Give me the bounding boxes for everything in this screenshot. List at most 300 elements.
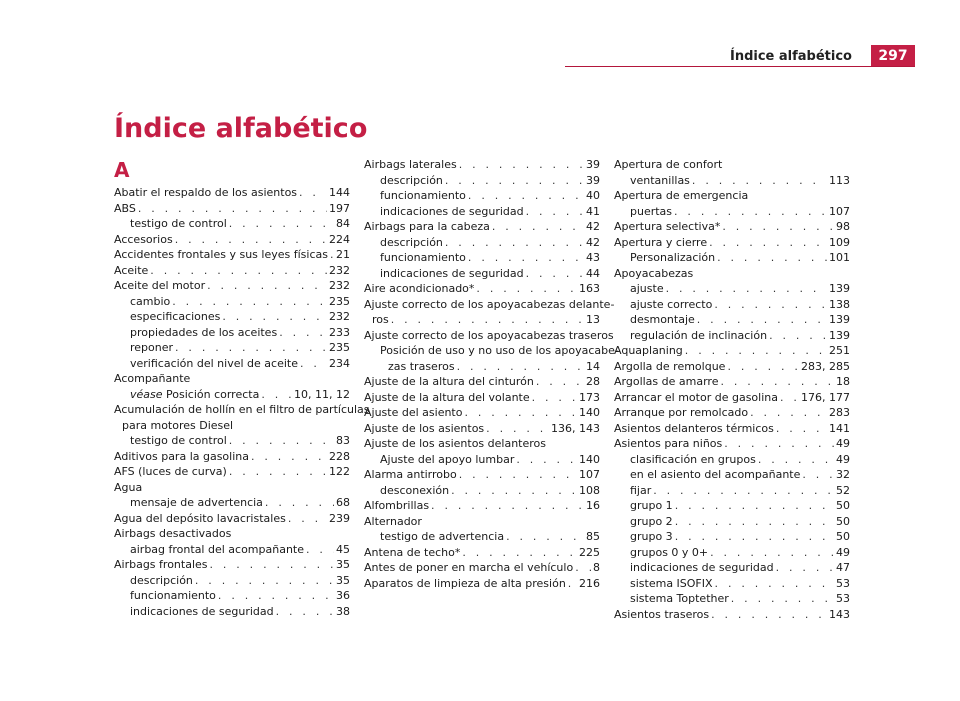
- entry-term: fijar: [630, 483, 652, 497]
- index-entry: [114, 512, 350, 526]
- leader-dots: [172, 295, 327, 309]
- page-reference: 173: [579, 390, 600, 404]
- entry-term: Argolla de remolque: [614, 359, 726, 373]
- page-reference: 197: [329, 201, 350, 215]
- page-reference: 49: [836, 452, 850, 466]
- index-entry: [614, 437, 850, 451]
- entry-term: grupos 0 y 0+: [630, 545, 709, 559]
- index-entry: [114, 450, 350, 464]
- leader-dots: [299, 186, 327, 200]
- leader-dots: [195, 574, 334, 588]
- leader-dots: [492, 220, 584, 234]
- index-entry: [630, 251, 850, 265]
- index-entry: [130, 217, 350, 231]
- entry-term: grupo 3: [630, 530, 673, 543]
- leader-dots: [391, 313, 584, 327]
- index-entry: [114, 465, 350, 479]
- entry-term: especificaciones: [130, 310, 221, 323]
- index-entry: [630, 484, 850, 498]
- leader-dots: [279, 326, 327, 340]
- page-reference: 35: [336, 558, 350, 571]
- entry-term: Acumulación de hollín en el filtro de partículas: [114, 403, 370, 416]
- entry-term: desconexión: [380, 483, 450, 497]
- entry-term: indicaciones de seguridad: [130, 604, 274, 618]
- entry-term: ros: [372, 313, 389, 326]
- entry-term: para motores Diesel: [122, 418, 234, 432]
- entry-term: Accesorios: [114, 232, 173, 246]
- entry-term: Agua del depósito lavacristales: [114, 511, 286, 525]
- entry-term: mensaje de advertencia: [130, 496, 263, 509]
- entry-term: Ajuste correcto de los apoyacabezas delante-: [364, 297, 615, 311]
- page-reference: 53: [836, 576, 850, 590]
- leader-dots: [714, 298, 827, 312]
- page-reference: 239: [329, 511, 350, 525]
- entry-term: Asientos para niños: [614, 437, 723, 450]
- index-entry: [630, 546, 850, 560]
- leader-dots: [731, 592, 834, 606]
- leader-dots: [459, 158, 584, 172]
- page-reference: 18: [836, 375, 850, 388]
- index-entry: [630, 453, 850, 467]
- leader-dots: [758, 453, 834, 467]
- page-reference: 283: [829, 406, 850, 419]
- index-entry: [630, 298, 850, 312]
- entry-term: véase Posición correcta: [130, 387, 260, 401]
- entry-term: Ajuste del apoyo lumbar: [380, 452, 515, 466]
- page-reference: 176, 177: [801, 390, 850, 404]
- index-entry: [630, 174, 850, 188]
- page-reference: 139: [829, 282, 850, 295]
- header-rule: [565, 66, 915, 67]
- entry-term: Argollas de amarre: [614, 375, 719, 388]
- index-entry: [614, 375, 850, 389]
- index-entry: [380, 189, 600, 203]
- page-reference: 39: [586, 173, 600, 187]
- running-title: Índice alfabético: [730, 49, 852, 64]
- leader-dots: [674, 205, 827, 219]
- page-reference: 101: [829, 251, 850, 264]
- entry-term: Apertura de emergencia: [614, 189, 749, 202]
- index-entry: [630, 468, 850, 482]
- leader-dots: [653, 484, 834, 498]
- index-entry: [114, 264, 350, 278]
- page-number: 297: [871, 45, 915, 67]
- leader-dots: [516, 453, 577, 467]
- leader-dots: [486, 422, 549, 436]
- page-reference: 144: [329, 186, 350, 199]
- leader-dots: [526, 267, 584, 281]
- entry-term: Alarma antirrobo: [364, 468, 457, 481]
- index-entry: [630, 515, 850, 529]
- page-reference: 225: [579, 545, 600, 559]
- page-reference: 283, 285: [801, 359, 850, 373]
- page-reference: 235: [329, 294, 350, 308]
- index-entry: [630, 329, 850, 343]
- index-entry: [130, 341, 350, 355]
- entry-term: descripción: [380, 173, 443, 187]
- entry-term: indicaciones de seguridad: [380, 204, 524, 218]
- leader-dots: [750, 406, 827, 420]
- index-entry: [130, 589, 350, 603]
- index-entry: [122, 419, 350, 433]
- page-reference: 53: [836, 592, 850, 605]
- entry-term: Acompañante: [114, 372, 191, 385]
- page-title: Índice alfabético: [114, 113, 368, 144]
- leader-dots: [685, 344, 827, 358]
- page-reference: 233: [329, 325, 350, 339]
- entry-term: Abatir el respaldo de los asientos: [114, 186, 298, 199]
- entry-term: Airbags laterales: [364, 158, 457, 171]
- entry-term: Apertura y cierre: [614, 235, 708, 249]
- page-reference: 45: [336, 542, 350, 556]
- leader-dots: [462, 546, 577, 560]
- entry-term: indicaciones de seguridad: [630, 561, 774, 574]
- index-entry: [614, 608, 850, 622]
- page-reference: 140: [579, 452, 600, 466]
- index-entry: [114, 403, 370, 417]
- index-entry: [364, 158, 600, 172]
- page-reference: 43: [586, 251, 600, 264]
- entry-term: Personalización: [630, 251, 716, 264]
- index-entry: [130, 574, 350, 588]
- leader-dots: [666, 282, 827, 296]
- entry-term: airbag frontal del acompañante: [130, 542, 305, 556]
- leader-dots: [457, 360, 584, 374]
- index-entry: [614, 360, 850, 374]
- page-reference: 139: [829, 313, 850, 326]
- index-entry: [364, 220, 600, 234]
- index-entry: [630, 530, 850, 544]
- index-entry: [130, 326, 350, 340]
- entry-term: Antes de poner en marcha el vehículo: [364, 561, 574, 574]
- page-reference: 32: [836, 468, 850, 481]
- index-entry: [380, 530, 600, 544]
- entry-term: Alfombrillas: [364, 499, 430, 512]
- entry-term: Asientos delanteros térmicos: [614, 421, 774, 435]
- see-reference: véase: [130, 387, 167, 401]
- entry-term: cambio: [130, 294, 171, 308]
- leader-dots: [468, 251, 584, 265]
- entry-term: zas traseros: [388, 359, 455, 373]
- page-reference: 107: [579, 468, 600, 481]
- entry-term: ajuste: [630, 282, 664, 295]
- page-reference: 136, 143: [551, 421, 600, 435]
- index-entry: [130, 434, 350, 448]
- index-entry: [130, 543, 350, 557]
- index-entry: [130, 388, 350, 402]
- entry-term: indicaciones de seguridad: [380, 266, 524, 280]
- entry-term: Aceite del motor: [114, 279, 206, 292]
- leader-dots: [445, 174, 584, 188]
- index-entry: [114, 527, 350, 541]
- leader-dots: [300, 357, 327, 371]
- leader-dots: [229, 434, 334, 448]
- page-reference: 44: [586, 266, 600, 280]
- entry-term: funcionamiento: [380, 189, 466, 202]
- index-entry: [388, 360, 600, 374]
- page-reference: 21: [336, 248, 350, 261]
- leader-dots: [769, 329, 827, 343]
- page-reference: 8: [593, 561, 600, 574]
- entry-term: sistema Toptether: [630, 592, 729, 605]
- leader-dots: [720, 375, 834, 389]
- index-entry: [114, 248, 350, 262]
- leader-dots: [265, 496, 334, 510]
- leader-dots: [288, 512, 327, 526]
- index-entry: [114, 233, 350, 247]
- page-reference: 143: [829, 607, 850, 621]
- index-entry: [364, 468, 600, 482]
- page-reference: 41: [586, 204, 600, 218]
- leader-dots: [776, 422, 827, 436]
- leader-dots: [675, 515, 834, 529]
- index-entry: [114, 279, 350, 293]
- leader-dots: [229, 217, 334, 231]
- page-reference: 68: [336, 496, 350, 509]
- page-reference: 98: [836, 220, 850, 233]
- page-reference: 42: [586, 235, 600, 249]
- index-entry: [364, 561, 600, 575]
- page-reference: 113: [829, 173, 850, 187]
- page-reference: 50: [836, 514, 850, 528]
- index-entry: [364, 406, 600, 420]
- index-entry: [614, 344, 850, 358]
- index-entry: [630, 282, 850, 296]
- entry-term: Antena de techo*: [364, 545, 461, 559]
- index-entry: [380, 236, 600, 250]
- leader-dots: [532, 391, 577, 405]
- index-entry: [130, 496, 350, 510]
- leader-dots: [717, 251, 827, 265]
- entry-term: clasificación en grupos: [630, 452, 756, 466]
- entry-term: Apertura de confort: [614, 158, 723, 171]
- page-reference: 232: [329, 263, 350, 277]
- leader-dots: [175, 341, 327, 355]
- entry-term: Posición de uso y no uso de los apoyacabe-: [380, 344, 619, 357]
- leader-dots: [568, 577, 577, 591]
- entry-term: Arrancar el motor de gasolina: [614, 390, 778, 404]
- leader-dots: [306, 543, 334, 557]
- page-reference: 14: [586, 359, 600, 373]
- entry-term: Ajuste correcto de los apoyacabezas traseros: [364, 328, 614, 342]
- leader-dots: [210, 558, 335, 572]
- leader-dots: [692, 174, 827, 188]
- page-reference: 107: [829, 204, 850, 218]
- index-entry: [630, 313, 850, 327]
- page-reference: 232: [329, 279, 350, 292]
- page-reference: 47: [836, 561, 850, 574]
- page-reference: 36: [336, 589, 350, 602]
- entry-term: Ajuste de los asientos delanteros: [364, 437, 546, 450]
- entry-term: puertas: [630, 204, 673, 218]
- leader-dots: [464, 406, 577, 420]
- leader-dots: [575, 561, 591, 575]
- index-entry: [614, 391, 850, 405]
- page-reference: 122: [329, 465, 350, 478]
- entry-term: Ajuste de la altura del volante: [364, 390, 530, 404]
- leader-dots: [207, 279, 327, 293]
- leader-dots: [261, 388, 292, 402]
- page-reference: 40: [586, 189, 600, 202]
- page-reference: 141: [829, 421, 850, 435]
- leader-dots: [218, 589, 334, 603]
- index-entry: [630, 205, 850, 219]
- entry-term: Alternador: [364, 514, 422, 528]
- entry-term: testigo de control: [130, 434, 227, 447]
- index-entry: [364, 282, 600, 296]
- page-reference: 42: [586, 220, 600, 233]
- page-reference: 108: [579, 483, 600, 497]
- page-reference: 251: [829, 344, 850, 357]
- page-reference: 224: [329, 232, 350, 246]
- index-entry: [364, 437, 600, 451]
- leader-dots: [175, 233, 327, 247]
- index-entry: [114, 372, 350, 386]
- index-entry: [130, 310, 350, 324]
- leader-dots: [526, 205, 584, 219]
- leader-dots: [506, 530, 584, 544]
- entry-term: Airbags desactivados: [114, 527, 232, 540]
- entry-term: Arranque por remolcado: [614, 406, 749, 419]
- page-reference: 49: [836, 437, 850, 450]
- page-reference: 216: [579, 576, 600, 590]
- index-entry: [364, 515, 600, 529]
- index-entry: [614, 422, 850, 436]
- index-entry: [114, 186, 350, 200]
- page-reference: 35: [336, 573, 350, 587]
- page-reference: 38: [336, 604, 350, 618]
- page-reference: 228: [329, 449, 350, 463]
- index-entry: [614, 406, 850, 420]
- page-reference: 163: [579, 282, 600, 295]
- page-reference: 232: [329, 310, 350, 323]
- index-entry: [364, 499, 600, 513]
- index-entry: [380, 484, 600, 498]
- leader-dots: [536, 375, 584, 389]
- page-reference: 85: [586, 530, 600, 543]
- leader-dots: [709, 236, 827, 250]
- leader-dots: [445, 236, 584, 250]
- leader-dots: [715, 577, 834, 591]
- leader-dots: [727, 360, 799, 374]
- index-entry: [364, 422, 600, 436]
- index-entry: [364, 297, 615, 312]
- entry-term: Airbags frontales: [114, 558, 208, 571]
- entry-term: grupo 2: [630, 514, 673, 528]
- leader-dots: [724, 437, 834, 451]
- entry-term: Aceite: [114, 263, 149, 277]
- page-reference: 13: [586, 313, 600, 326]
- entry-term: en el asiento del acompañante: [630, 468, 801, 481]
- index-entry: [114, 558, 350, 572]
- index-entry: [380, 344, 619, 358]
- entry-term: Aire acondicionado*: [364, 282, 475, 295]
- page-reference: 138: [829, 297, 850, 311]
- index-entry: [130, 295, 350, 309]
- leader-dots: [780, 391, 799, 405]
- leader-dots: [222, 310, 327, 324]
- leader-dots: [468, 189, 584, 203]
- leader-dots: [150, 264, 327, 278]
- index-entry: [614, 220, 850, 234]
- index-entry: [614, 236, 850, 250]
- entry-term: funcionamiento: [380, 251, 466, 264]
- index-entry: [364, 328, 614, 343]
- entry-term: Airbags para la cabeza: [364, 220, 490, 233]
- entry-term: Agua: [114, 480, 143, 494]
- page-reference: 28: [586, 375, 600, 388]
- page-reference: 235: [329, 341, 350, 354]
- index-entry: [130, 357, 350, 371]
- index-entry: [380, 205, 600, 219]
- leader-dots: [675, 499, 834, 513]
- leader-dots: [229, 465, 327, 479]
- index-entry: [364, 546, 600, 560]
- leader-dots: [711, 608, 827, 622]
- leader-dots: [675, 530, 834, 544]
- index-entry: [614, 189, 850, 203]
- leader-dots: [476, 282, 577, 296]
- leader-dots: [330, 248, 334, 262]
- entry-term: Apertura selectiva*: [614, 220, 721, 233]
- leader-dots: [451, 484, 577, 498]
- index-entry: [380, 251, 600, 265]
- leader-dots: [138, 202, 327, 216]
- leader-dots: [251, 450, 327, 464]
- entry-term: AFS (luces de curva): [114, 465, 227, 478]
- index-entry: [380, 453, 600, 467]
- section-letter: A: [114, 158, 130, 182]
- page-reference: 139: [829, 328, 850, 342]
- entry-term: propiedades de los aceites: [130, 325, 278, 339]
- leader-dots: [697, 313, 827, 327]
- entry-term: ajuste correcto: [630, 297, 713, 311]
- entry-term: Aparatos de limpieza de alta presión: [364, 576, 566, 590]
- page-reference: 83: [336, 434, 350, 447]
- index-entry: [114, 481, 350, 495]
- leader-dots: [710, 546, 834, 560]
- index-entry: [372, 313, 600, 327]
- leader-dots: [722, 220, 834, 234]
- entry-term: Accidentes frontales y sus leyes físicas: [114, 248, 328, 261]
- entry-term: verificación del nivel de aceite: [130, 356, 298, 370]
- page-reference: 39: [586, 158, 600, 171]
- entry-term: Ajuste de la altura del cinturón: [364, 375, 534, 388]
- entry-term: Aquaplaning: [614, 344, 683, 357]
- page-reference: 52: [836, 483, 850, 497]
- page-reference: 140: [579, 406, 600, 419]
- entry-term: funcionamiento: [130, 589, 216, 602]
- entry-term: ventanillas: [630, 173, 690, 187]
- index-entry: [630, 592, 850, 606]
- index-entry: [130, 605, 350, 619]
- entry-term: Aditivos para la gasolina: [114, 449, 249, 463]
- index-entry: [364, 375, 600, 389]
- index-entry: [380, 174, 600, 188]
- entry-term: sistema ISOFIX: [630, 576, 713, 590]
- page-reference: 50: [836, 530, 850, 543]
- leader-dots: [276, 605, 334, 619]
- entry-term: reponer: [130, 341, 174, 354]
- entry-term: Asientos traseros: [614, 607, 710, 621]
- page-reference: 10, 11, 12: [294, 387, 350, 401]
- page-reference: 49: [836, 545, 850, 559]
- index-entry: [630, 499, 850, 513]
- entry-term: testigo de control: [130, 217, 227, 230]
- index-entry: [114, 202, 350, 216]
- index-entry: [614, 158, 850, 172]
- entry-term: desmontaje: [630, 313, 695, 326]
